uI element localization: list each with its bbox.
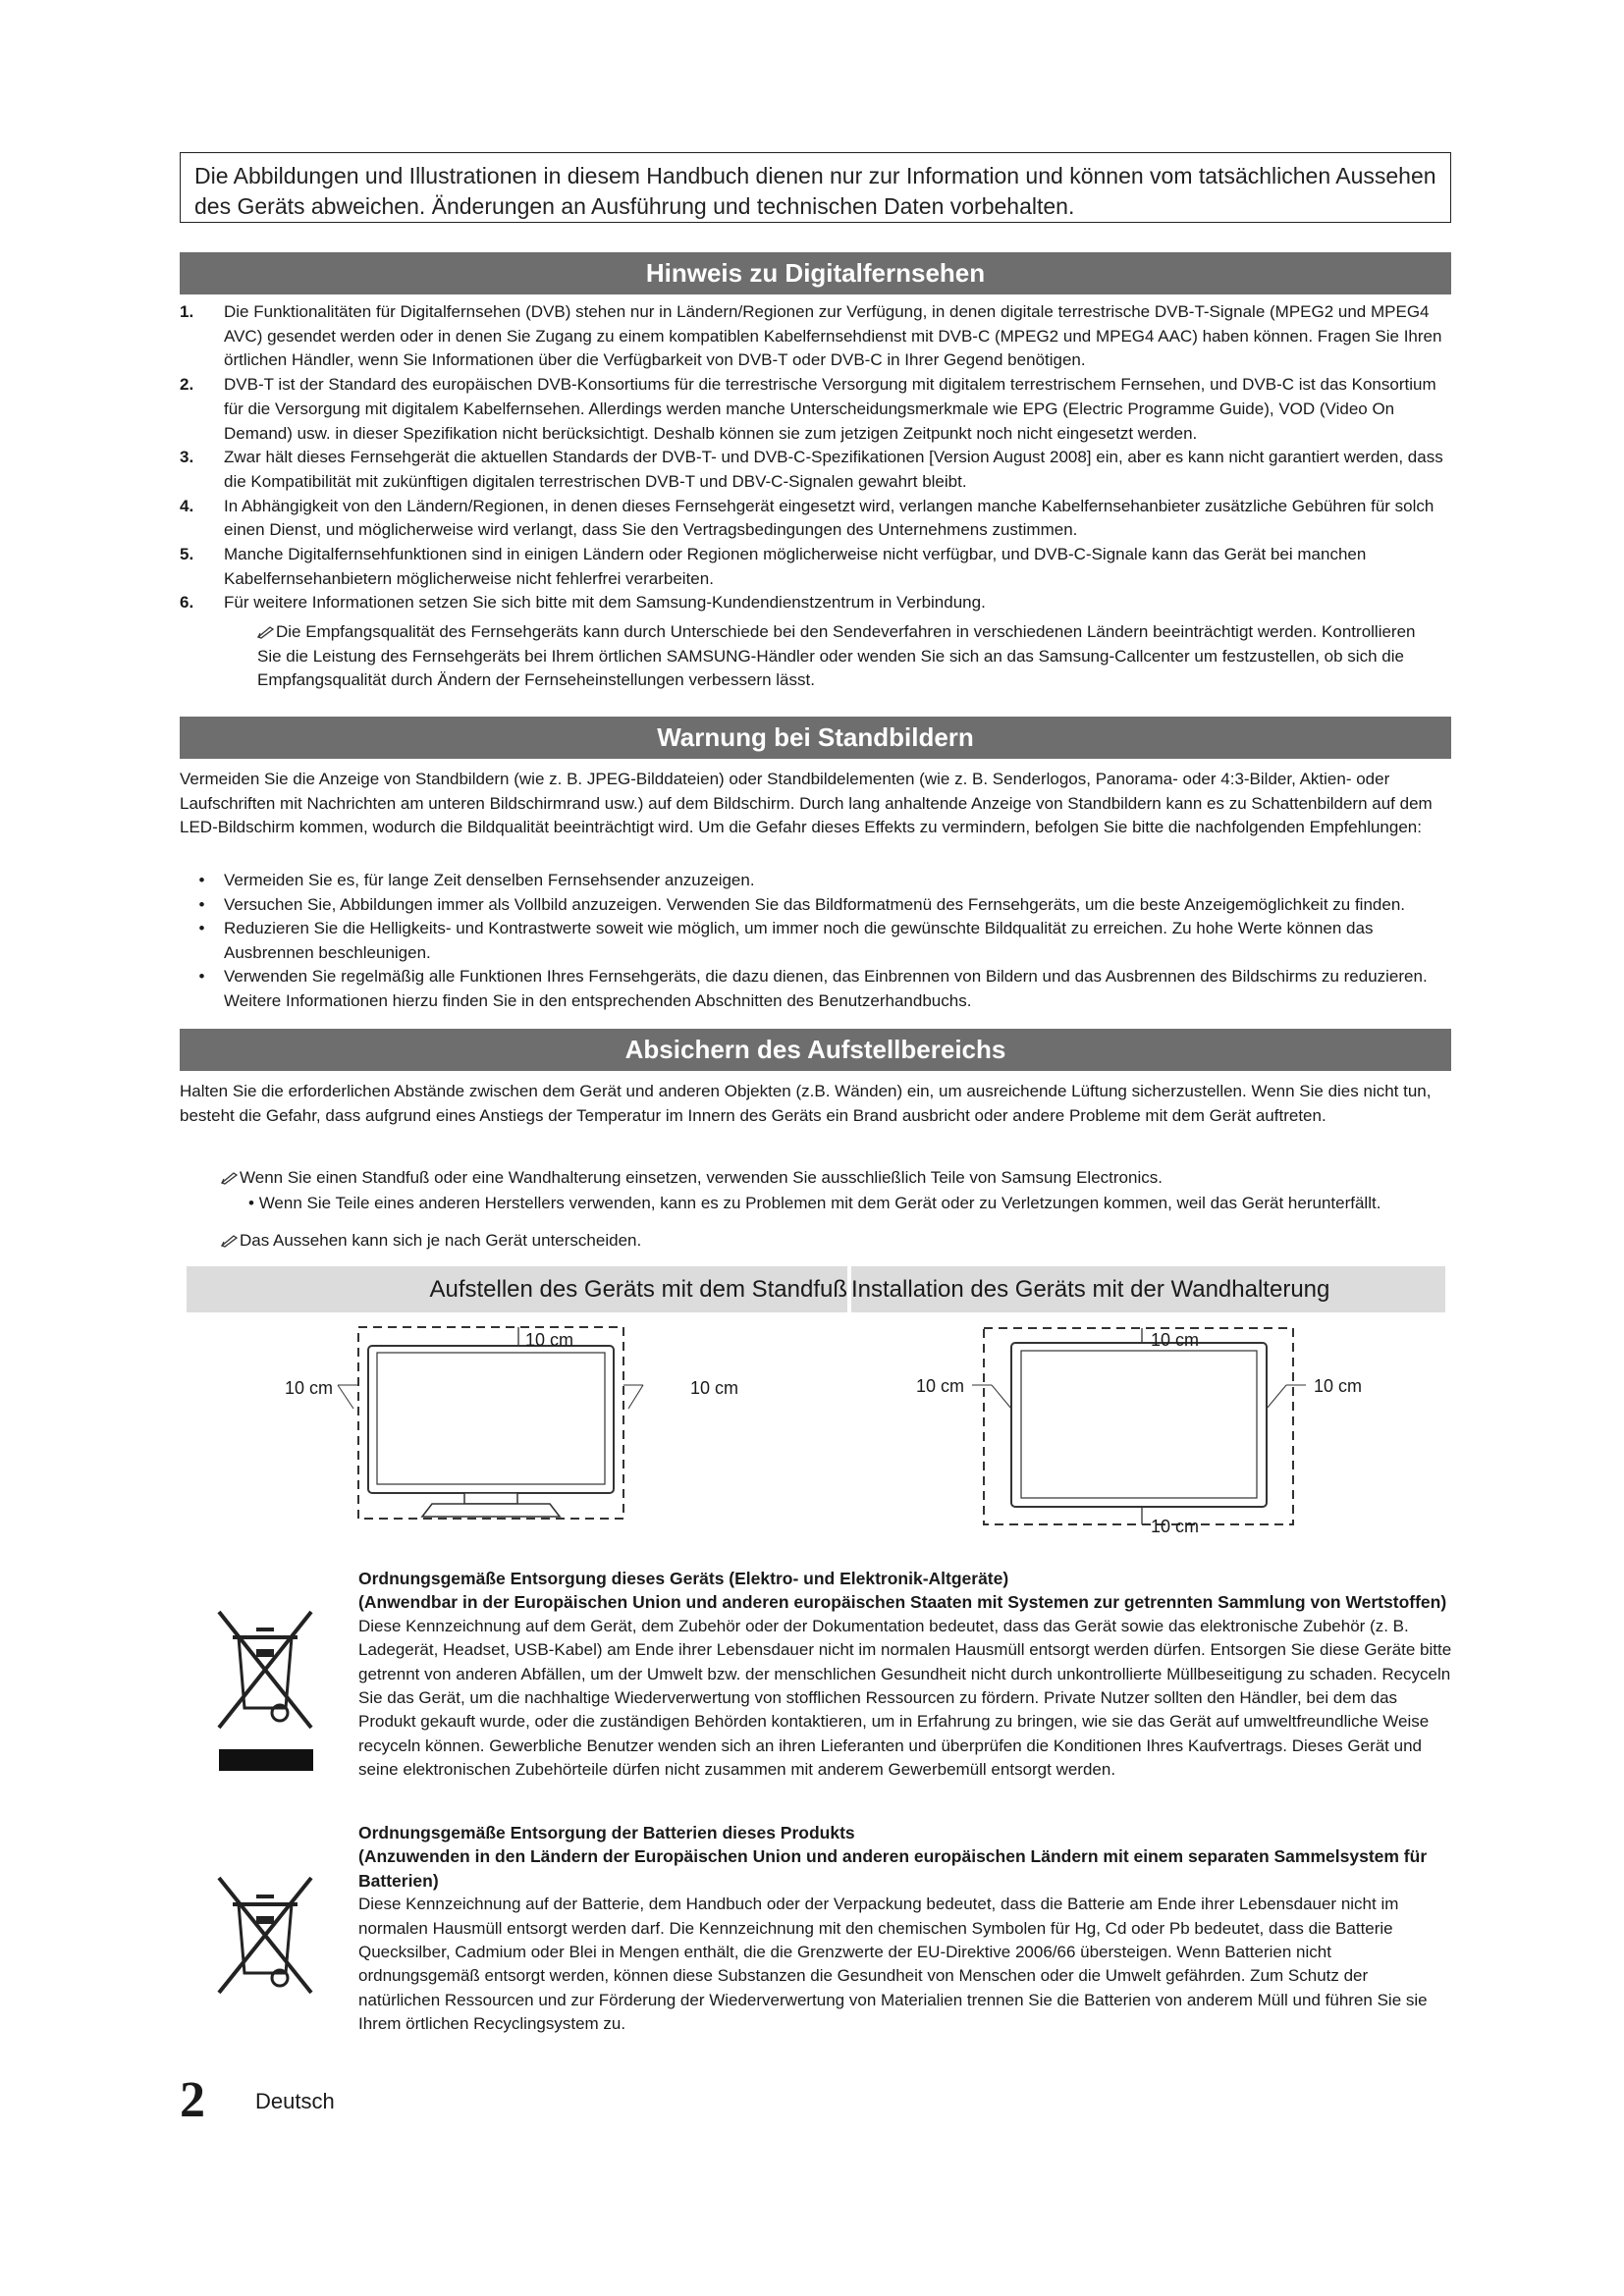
subhead-stand: Aufstellen des Geräts mit dem Standfuß xyxy=(187,1266,847,1312)
section-header-digital: Hinweis zu Digitalfernsehen xyxy=(180,252,1451,294)
crossed-out-wheelie-bin-icon xyxy=(211,1600,319,1777)
stand-installation-diagram xyxy=(275,1320,707,1551)
digital-list xyxy=(180,300,1451,615)
language-label: Deutsch xyxy=(255,2089,335,2113)
list-item: • Versuchen Sie, Abbildungen immer als Vollbild anzuzeigen. Verwenden Sie das Bildformatmenü des Fernsehgeräts, um die beste Anzeigemöglichkeit zu finden. xyxy=(198,894,1405,914)
list-item: 3. Zwar hält dieses Fernsehgerät die aktuellen Standards der DVB-T- und DVB-C-Spezifikationen [Version August 2008] ein, aber es kann nicht garantiert werden, dass die Kompatibilität mit zukünftigen digitalen terrestrischen DVB-T und DBV-C-Signalen gewahrt bleibt. xyxy=(180,448,1443,491)
page-number: 2 xyxy=(180,2072,205,2128)
distance-label-right: 10 cm xyxy=(690,1378,739,1398)
list-item: • Reduzieren Sie die Helligkeits- und Kontrastwerte soweit wie möglich, um immer noch die gewünschte Bildqualität zu erreichen. Zu hohe Werte können das Ausbrennen beschleunigen. xyxy=(198,919,1374,962)
battery-disposal-block: Ordnungsgemäße Entsorgung der Batterien dieses Produkts (Anzuwenden in den Ländern der Europäischen Union und anderen europäischen Ländern mit einem separaten Sammelsystem für Batterien) Diese Kennzeichnung auf der Batterie, dem Handbuch oder der Verpackung bedeutet, dass die Batterie am Ende ihrer Lebensdauer nicht im normalen Hausmüll entsorgt werden darf. Die Kennzeichnung mit den chemischen Symbolen für Hg, Cd oder Pb bedeutet, dass die Batterie Quecksilber, Cadmium oder Blei in Mengen enthält, die die Grenzwerte der EU-Direktive 2006/66 übersteigen. Wenn Batterien nicht ordnungsgemäß entsorgt werden, können diese Substanzen die Gesundheit von Menschen oder die Umwelt gefährden. Zum Schutz der natürlichen Ressourcen und zur Förderung der Wiederverwertung von Materialien trennen Sie die Batterien von anderem Müll und führen Sie sie Ihrem örtlichen Recyclingsystem zu. xyxy=(358,1823,1428,2034)
pencil-note-icon xyxy=(257,625,275,639)
distance-label-bottom: 10 cm xyxy=(1151,1517,1200,1536)
aufstell-intro: Halten Sie die erforderlichen Abstände zwischen dem Gerät und anderen Objekten (z.B. Wänden) ein, um ausreichende Lüftung sicherzustellen. Wenn Sie dies nicht tun, besteht die Gefahr, dass aufgrund eines Anstiegs der Temperatur im Innern des Geräts ein Brand ausbricht oder andere Probleme mit dem Gerät auftreten. xyxy=(180,1082,1432,1125)
list-item: 1. Die Funktionalitäten für Digitalfernsehen (DVB) stehen nur in Ländern/Regionen zur Verfügung, in denen digitale terrestrische DVB-T-Signale (MPEG2 und MPEG4 AVC) gesendet werden oder in denen Sie Zugang zu einem kompatiblen Kabelfernsehdienst mit DVB-C (MPEG2 und MPEG4 AAC) haben können. Fragen Sie Ihren örtlichen Händler, wenn Sie Informationen über die Verfügbarkeit von DVB-T oder DVB-C in Ihrer Gegend benötigen. xyxy=(180,302,1442,370)
reception-note: Die Empfangsqualität des Fernsehgeräts kann durch Unterschiede bei den Sendeverfahren in verschiedenen Ländern beeinträchtigt werden. Kontrollieren Sie die Leistung des Fernsehgeräts bei Ihrem örtlichen SAMSUNG-Händler oder wenden Sie sich an das Samsung-Callcenter um festzustellen, ob sich die Empfangsqualität durch Ändern der Fernseheinstellungen verbessern lässt. xyxy=(257,622,1416,690)
distance-label-right: 10 cm xyxy=(1314,1376,1363,1396)
appearance-note: Das Aussehen kann sich je nach Gerät unterscheiden. xyxy=(221,1229,1448,1254)
parts-note: Wenn Sie einen Standfuß oder eine Wandhalterung einsetzen, verwenden Sie ausschließlich Teile von Samsung Electronics. xyxy=(221,1166,1448,1191)
distance-label-left: 10 cm xyxy=(285,1378,334,1398)
list-item: • Verwenden Sie regelmäßig alle Funktionen Ihres Fernsehgeräts, die dazu dienen, das Einbrennen von Bildern und das Ausbrennen des Bildschirms zu reduzieren. Weitere Informationen hierzu finden Sie in den entsprechenden Abschnitten des Benutzerhandbuchs. xyxy=(198,967,1428,1010)
crossed-out-wheelie-bin-icon xyxy=(211,1870,319,2002)
section-header-standbild: Warnung bei Standbildern xyxy=(180,717,1451,759)
parts-subnote: • Wenn Sie Teile eines anderen Herstellers verwenden, kann es zu Problemen mit dem Gerät oder zu Verletzungen kommen, weil das Gerät herunterfällt. xyxy=(248,1194,1381,1212)
list-item: • Vermeiden Sie es, für lange Zeit denselben Fernsehsender anzuzeigen. xyxy=(198,871,755,889)
distance-label-left: 10 cm xyxy=(916,1376,965,1396)
wall-installation-diagram xyxy=(913,1320,1365,1551)
distance-label-top: 10 cm xyxy=(1151,1330,1200,1350)
list-item: 6. Für weitere Informationen setzen Sie sich bitte mit dem Samsung-Kundendienstzentrum in Verbindung. xyxy=(180,593,986,613)
standbild-intro: Vermeiden Sie die Anzeige von Standbildern (wie z. B. JPEG-Bilddateien) oder Standbildelementen (wie z. B. Senderlogos, Panorama- oder 4:3-Bilder, Aktien- oder Laufschriften mit Nachrichten am unteren Bildschirmrand usw.) auf dem Bildschirm. Durch lang anhaltende Anzeige von Standbildern kann es zu Schattenbildern auf dem LED-Bildschirm kommen, wodurch die Bildqualität beeinträchtigt wird. Um die Gefahr dieses Effekts zu vermindern, befolgen Sie bitte die nachfolgenden Empfehlungen: xyxy=(180,770,1433,836)
pencil-note-icon xyxy=(221,1171,239,1185)
subhead-wall: Installation des Geräts mit der Wandhalterung xyxy=(851,1266,1445,1312)
section-header-aufstell: Absichern des Aufstellbereichs xyxy=(180,1029,1451,1071)
distance-label-top: 10 cm xyxy=(525,1330,574,1350)
list-item: 2. DVB-T ist der Standard des europäischen DVB-Konsortiums für die terrestrische Versorgung mit digitalem terrestrischem Fernsehen, und DVB-C ist das Konsortium für die Versorgung mit digitalem Kabelfernsehen. Allerdings werden manche Unterscheidungsmerkmale wie EPG (Electric Programme Guide), VOD (Video On Demand) usw. in dieser Spezifikation nicht berücksichtigt. Deshalb können sie zum jetzigen Zeitpunkt noch nicht eingesetzt werden. xyxy=(180,375,1436,443)
pencil-note-icon xyxy=(221,1234,239,1248)
standbild-bullets xyxy=(180,869,1451,1013)
disclaimer-box: Die Abbildungen und Illustrationen in diesem Handbuch dienen nur zur Information und können vom tatsächlichen Aussehen des Geräts abweichen. Änderungen an Ausführung und technischen Daten vorbehalten. xyxy=(180,152,1451,223)
list-item: 4. In Abhängigkeit von den Ländern/Regionen, in denen dieses Fernsehgerät eingesetzt wird, verlangen manche Kabelfernsehanbieter zusätzliche Gebühren für solch einen Dienst, und möglicherweise wird verlangt, dass Sie den Vertragsbedingungen des Unternehmens zustimmen. xyxy=(180,496,1435,540)
list-item: 5. Manche Digitalfernsehfunktionen sind in einigen Ländern oder Regionen möglicherweise nicht verfügbar, und DVB-C-Signale kann das Gerät bei manchen Kabelfernsehanbietern möglicherweise nicht fehlerfrei verarbeiten. xyxy=(180,545,1367,588)
weee-disposal-block: Ordnungsgemäße Entsorgung dieses Geräts (Elektro- und Elektronik-Altgeräte) (Anwendbar in der Europäischen Union und anderen europäischen Staaten mit Systemen zur getrennten Sammlung von Wertstoffen) Diese Kennzeichnung auf dem Gerät, dem Zubehör oder der Dokumentation bedeutet, dass das Gerät sowie das elektronische Zubehör (z. B. Ladegerät, Headset, USB-Kabel) am Ende ihrer Lebensdauer nicht im normalen Hausmüll entsorgt werden dürfen. Entsorgen Sie diese Geräte bitte getrennt von anderen Abfällen, um der Umwelt bzw. der menschlichen Gesundheit nicht durch unkontrollierte Müllbeseitigung zu schaden. Recyceln Sie das Gerät, um die nachhaltige Wiederverwertung von stofflichen Ressourcen zu fördern. Private Nutzer sollten den Händler, bei dem das Produkt gekauft wurde, oder die zuständigen Behörden kontaktieren, um in Erfahrung zu bringen, wie sie das Gerät auf umweltfreundliche Weise recyceln können. Gewerbliche Benutzer wenden sich an ihren Lieferanten und überprüfen die Konditionen Ihres Kaufvertrags. Dieses Gerät und seine elektronischen Zubehörteile dürfen nicht zusammen mit anderem Gewerbemüll entsorgt werden. xyxy=(358,1569,1452,1780)
